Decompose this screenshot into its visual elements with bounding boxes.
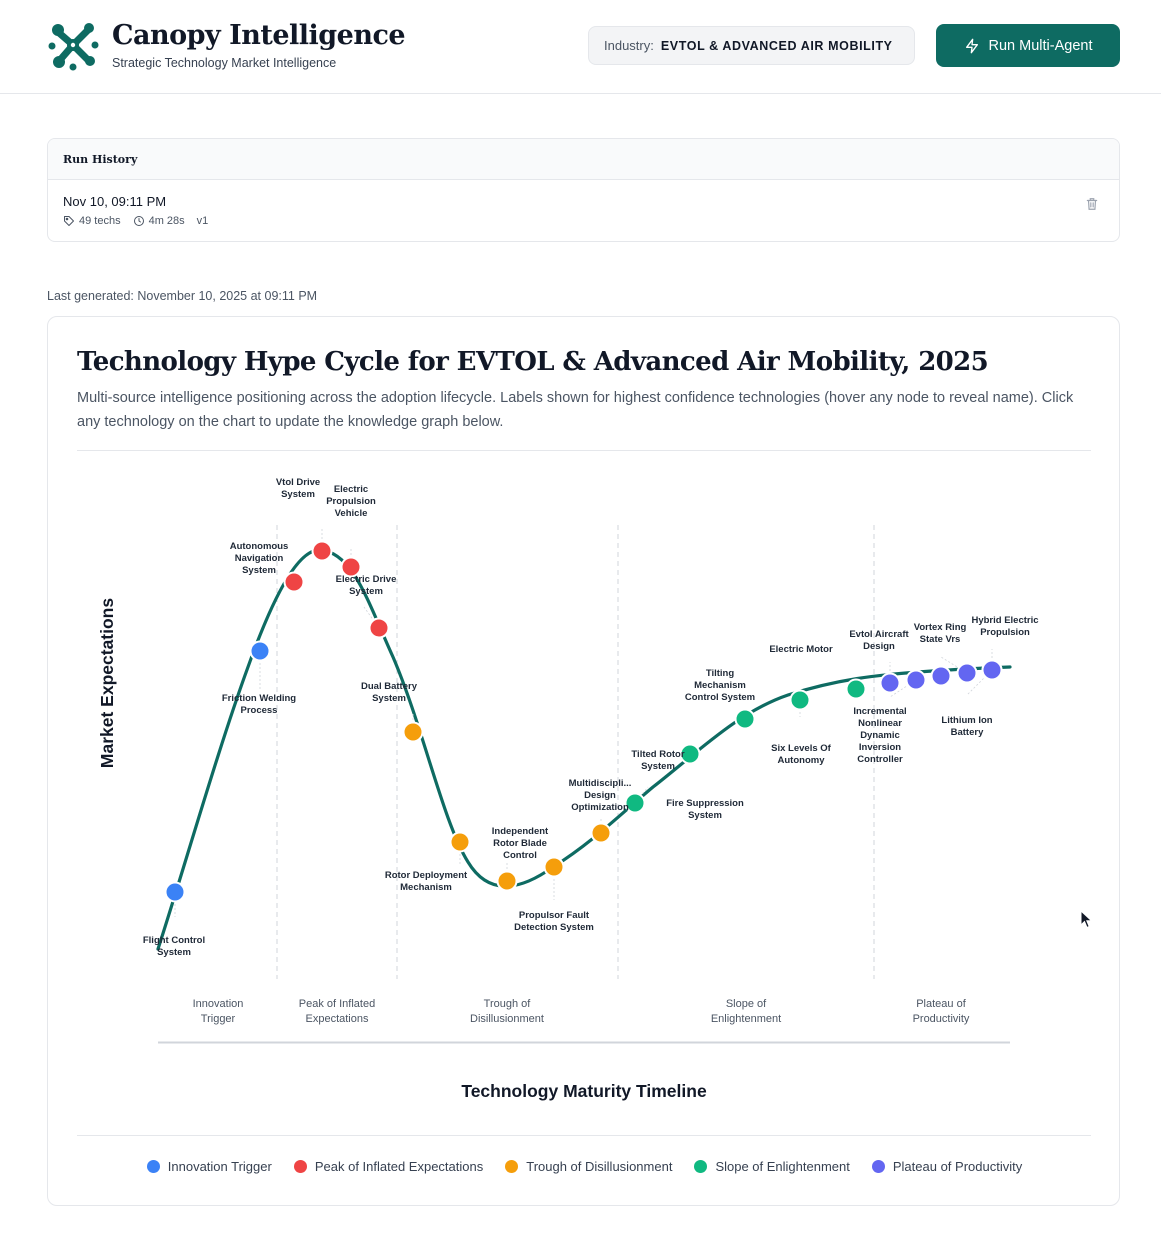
legend-dot xyxy=(505,1160,518,1173)
technology-label[interactable]: Control System xyxy=(684,692,756,703)
technology-label[interactable]: Vtol Drive xyxy=(275,477,321,488)
legend-label: Innovation Trigger xyxy=(167,1159,272,1174)
tag-icon xyxy=(63,215,75,227)
phase-axis-label: Plateau of xyxy=(916,998,966,1010)
phase-axis-label: Disillusionment xyxy=(470,1013,544,1025)
industry-selector[interactable] xyxy=(588,26,915,65)
technology-label[interactable]: Dynamic xyxy=(860,730,900,741)
technology-label[interactable]: Rotor Deployment xyxy=(384,870,468,881)
legend-item[interactable] xyxy=(147,1159,272,1174)
technology-label[interactable]: System xyxy=(281,489,315,500)
phase-axis-labels xyxy=(193,998,970,1025)
phase-axis-label: Peak of Inflated xyxy=(298,998,376,1010)
technology-node[interactable] xyxy=(592,824,611,843)
technology-node[interactable] xyxy=(404,723,423,742)
technology-label[interactable]: System xyxy=(157,947,191,958)
technology-label[interactable]: Electric xyxy=(333,484,369,495)
legend-item[interactable] xyxy=(872,1159,1022,1174)
chart-title: Technology Hype Cycle for EVTOL & Advanced Air Mobility, 2025 xyxy=(77,347,989,377)
technology-label[interactable]: Control xyxy=(503,850,537,861)
technology-node[interactable] xyxy=(498,872,517,891)
chart-legend xyxy=(48,1159,1121,1174)
mouse-cursor-icon xyxy=(1080,910,1094,930)
chart-description: Multi-source intelligence positioning across the adoption lifecycle. Labels shown for highest confidence technologies (hover any node to reveal name). Click any technology on the chart to update the knowledge graph below. xyxy=(77,390,1074,430)
technology-label[interactable]: Fire Suppression xyxy=(666,798,744,809)
technology-node[interactable] xyxy=(932,667,951,686)
network-logo-icon[interactable] xyxy=(46,18,100,72)
hype-cycle-chart xyxy=(48,317,1121,1137)
technology-label[interactable]: Multidiscipli... xyxy=(568,778,632,789)
technology-label[interactable]: Design xyxy=(863,641,895,652)
phase-axis-label: Trigger xyxy=(200,1013,236,1025)
technology-label[interactable]: Incremental xyxy=(853,706,907,717)
industry-value: EVTOL & ADVANCED AIR MOBILITY xyxy=(660,38,893,53)
phase-axis-label: Productivity xyxy=(912,1013,970,1025)
phase-axis-label: Slope of xyxy=(725,998,767,1010)
phase-axis-label: Trough of xyxy=(483,998,531,1010)
technology-label[interactable]: System xyxy=(641,761,675,772)
technology-node[interactable] xyxy=(545,858,564,877)
technology-node[interactable] xyxy=(166,883,185,902)
legend-dot xyxy=(872,1160,885,1173)
run-date: Nov 10, 09:11 PM xyxy=(63,194,167,209)
technology-label[interactable]: Lithium Ion xyxy=(941,715,993,726)
lightning-icon xyxy=(964,38,980,54)
technology-label[interactable]: Tilted Rotor xyxy=(631,749,685,760)
legend-item[interactable] xyxy=(694,1159,849,1174)
technology-label[interactable]: Mechanism xyxy=(694,680,746,691)
technology-label[interactable]: Electric Motor xyxy=(769,644,833,655)
technology-label[interactable]: Tilting xyxy=(705,668,735,679)
technology-label[interactable]: Propulsion xyxy=(980,627,1030,638)
technology-label[interactable]: Six Levels Of xyxy=(771,743,831,754)
technology-label[interactable]: Mechanism xyxy=(400,882,452,893)
legend-label: Trough of Disillusionment xyxy=(526,1159,673,1174)
technology-label[interactable]: Design xyxy=(584,790,616,801)
technology-label[interactable]: System xyxy=(372,693,406,704)
technology-label[interactable]: Propulsion xyxy=(326,496,376,507)
technology-label[interactable]: System xyxy=(349,586,383,597)
technology-label[interactable]: Electric Drive xyxy=(335,574,397,585)
technology-label[interactable]: Autonomous xyxy=(229,541,289,552)
brand-title: Canopy Intelligence xyxy=(112,20,406,51)
legend-divider xyxy=(77,1135,1091,1136)
technology-label[interactable]: Nonlinear xyxy=(858,718,902,729)
run-multi-agent-button[interactable] xyxy=(936,24,1120,67)
technology-node[interactable] xyxy=(958,664,977,683)
technology-label[interactable]: System xyxy=(242,565,276,576)
technology-label[interactable]: State Vrs xyxy=(919,634,961,645)
phase-axis-label: Enlightenment xyxy=(710,1013,782,1025)
technology-label[interactable]: Battery xyxy=(950,727,984,738)
legend-label: Slope of Enlightenment xyxy=(715,1159,850,1174)
technology-node[interactable] xyxy=(251,642,270,661)
run-meta xyxy=(63,215,220,227)
legend-label: Plateau of Productivity xyxy=(892,1159,1023,1174)
technology-label[interactable]: Controller xyxy=(857,754,903,765)
technology-label[interactable]: Process xyxy=(240,705,278,716)
technology-label[interactable]: Evtol Aircraft xyxy=(849,629,909,640)
legend-dot xyxy=(147,1160,160,1173)
technology-node[interactable] xyxy=(313,542,332,561)
techs-count-text: 49 techs xyxy=(79,215,121,227)
phase-axis-label: Innovation xyxy=(192,998,244,1010)
techs-count xyxy=(63,215,121,227)
technology-label[interactable]: Rotor Blade xyxy=(493,838,547,849)
legend-dot xyxy=(694,1160,707,1173)
phase-axis-label: Expectations xyxy=(305,1013,369,1025)
technology-label[interactable]: Navigation xyxy=(234,553,284,564)
legend-dot xyxy=(294,1160,307,1173)
technology-label[interactable]: Autonomy xyxy=(777,755,825,766)
technology-label[interactable]: Detection System xyxy=(514,922,594,933)
legend-item[interactable] xyxy=(294,1159,483,1174)
technology-label[interactable]: Flight Control xyxy=(142,935,206,946)
x-axis-label: Technology Maturity Timeline xyxy=(461,1081,707,1101)
industry-label: Industry: xyxy=(604,38,654,53)
technology-node[interactable] xyxy=(907,671,926,690)
technology-node[interactable] xyxy=(791,691,810,710)
run-duration-text: 4m 28s xyxy=(148,215,185,227)
technology-node[interactable] xyxy=(370,619,389,638)
technology-label[interactable]: Inversion xyxy=(858,742,902,753)
technology-node[interactable] xyxy=(881,674,900,693)
technology-label[interactable]: Hybrid Electric xyxy=(971,615,1039,626)
technology-node[interactable] xyxy=(983,661,1002,680)
technology-label[interactable]: Independent xyxy=(491,826,549,837)
app-header xyxy=(0,0,1161,94)
run-button-label: Run Multi-Agent xyxy=(988,37,1093,54)
brand-subtitle: Strategic Technology Market Intelligence xyxy=(112,56,337,70)
technology-node[interactable] xyxy=(451,833,470,852)
technology-label[interactable]: Dual Battery xyxy=(361,681,417,692)
technology-label[interactable]: Propulsor Fault xyxy=(518,910,590,921)
technology-node[interactable] xyxy=(736,710,755,729)
technology-label[interactable]: System xyxy=(688,810,722,821)
hype-cycle-card xyxy=(47,316,1120,1206)
run-version: v1 xyxy=(196,215,209,227)
run-history-panel xyxy=(47,138,1120,242)
y-axis-label: Market Expectations xyxy=(97,597,117,769)
legend-label: Peak of Inflated Expectations xyxy=(314,1159,484,1174)
last-generated: Last generated: November 10, 2025 at 09:11 PM xyxy=(47,289,318,303)
legend-item[interactable] xyxy=(505,1159,672,1174)
run-history-title: Run History xyxy=(48,139,1119,180)
run-duration xyxy=(133,215,185,227)
technology-node[interactable] xyxy=(285,573,304,592)
technology-node[interactable] xyxy=(847,680,866,699)
clock-icon xyxy=(133,215,145,227)
technology-label[interactable]: Vehicle xyxy=(334,508,368,519)
technology-label[interactable]: Friction Welding xyxy=(221,693,297,704)
technology-label[interactable]: Optimization xyxy=(571,802,629,813)
technology-label[interactable]: Vortex Ring xyxy=(913,622,967,633)
trash-icon[interactable] xyxy=(1085,197,1099,211)
